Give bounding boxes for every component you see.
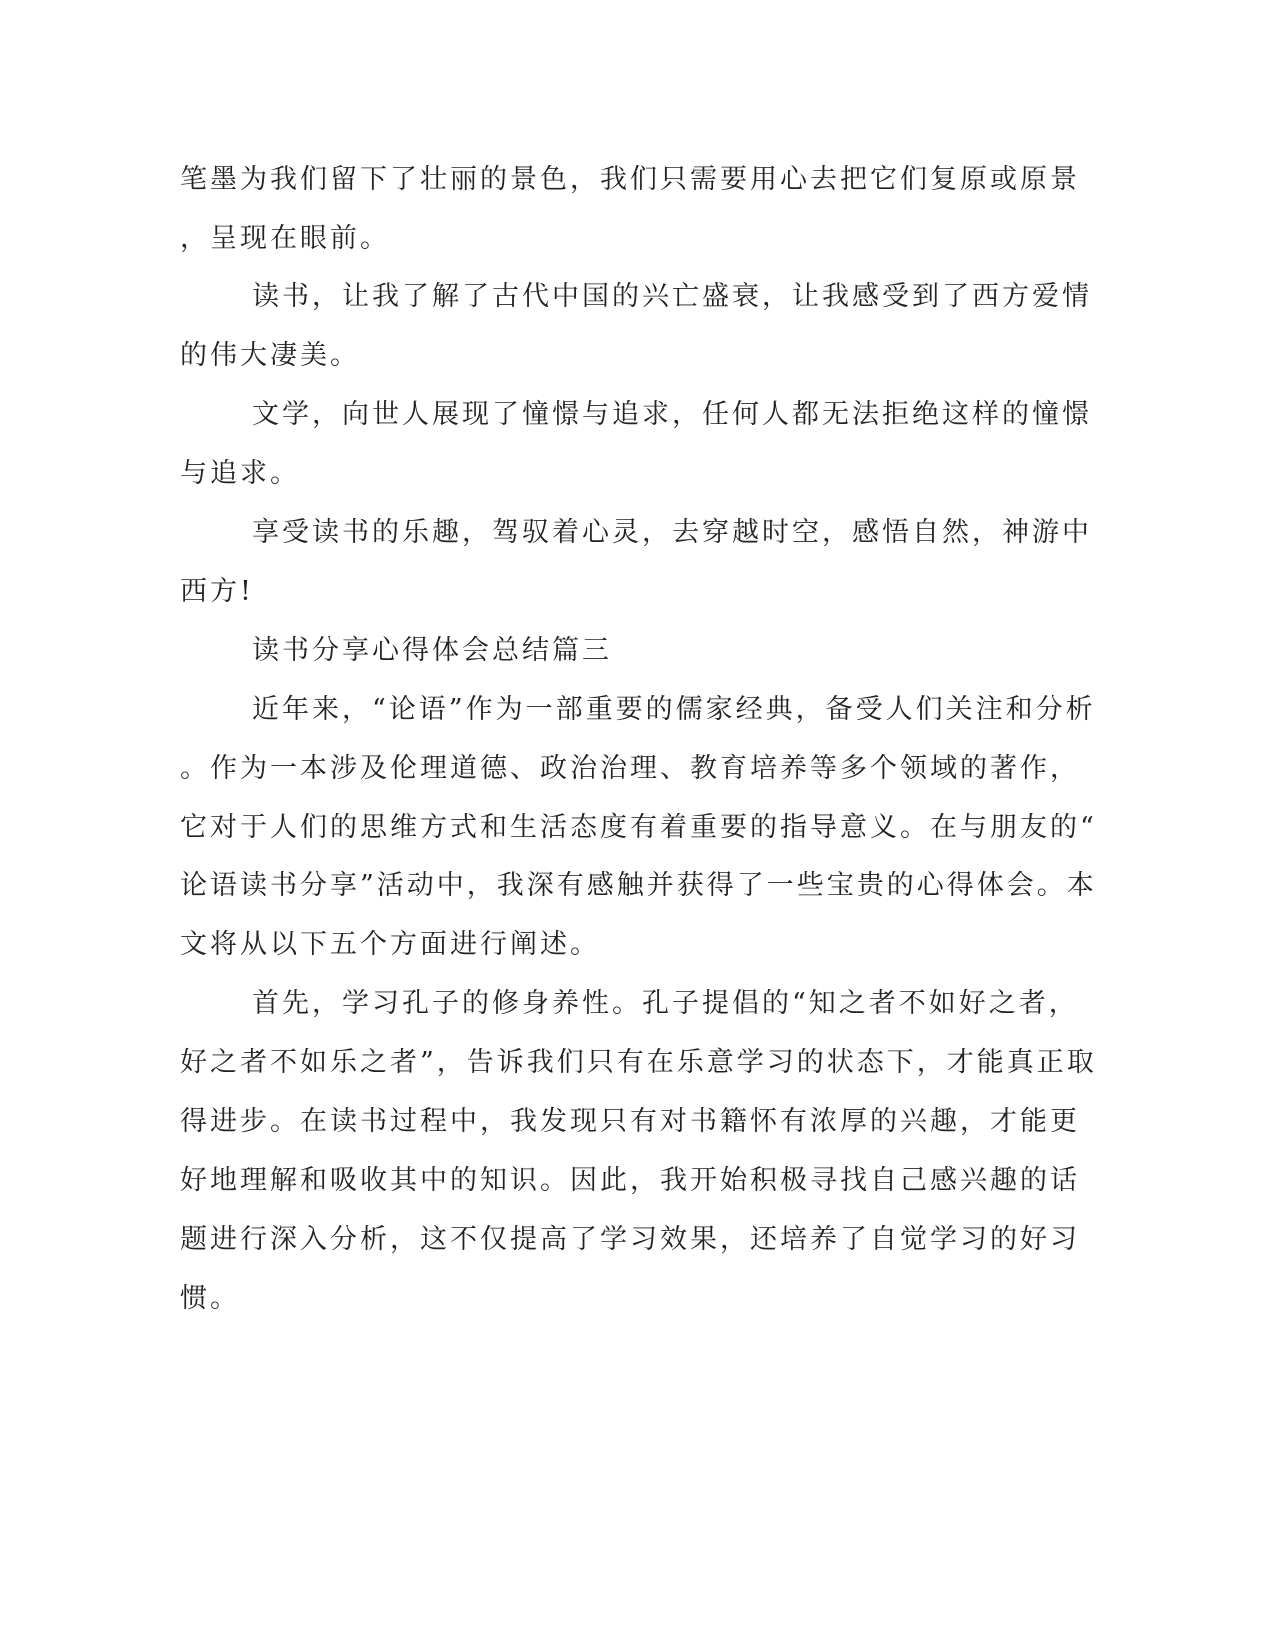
text-line: 近年来，“论语”作为一部重要的儒家经典，备受人们关注和分析 [252, 694, 1096, 725]
text-line: 。作为一本涉及伦理道德、政治治理、教育培养等多个领域的著作， [180, 753, 1080, 784]
text-line: 与追求。 [180, 458, 300, 489]
text-line: 惯。 [180, 1283, 240, 1314]
text-line: 好之者不如乐之者”，告诉我们只有在乐意学习的状态下，才能真正取 [180, 1047, 1097, 1078]
section-heading: 读书分享心得体会总结篇三 [252, 635, 612, 666]
text-line: 西方! [180, 576, 254, 607]
text-line: 读书，让我了解了古代中国的兴亡盛衰，让我感受到了西方爱情 [252, 281, 1092, 312]
text-line: 好地理解和吸收其中的知识。因此，我开始积极寻找自己感兴趣的话 [180, 1165, 1080, 1196]
text-line: 文将从以下五个方面进行阐述。 [180, 929, 600, 960]
text-line: 享受读书的乐趣，驾驭着心灵，去穿越时空，感悟自然，神游中 [252, 517, 1092, 548]
text-line: 文学，向世人展现了憧憬与追求，任何人都无法拒绝这样的憧憬 [252, 399, 1092, 430]
text-line: 它对于人们的思维方式和生活态度有着重要的指导意义。在与朋友的“ [180, 812, 1097, 843]
text-line: 论语读书分享”活动中，我深有感触并获得了一些宝贵的心得体会。本 [180, 870, 1097, 901]
text-line: 首先，学习孔子的修身养性。孔子提倡的“知之者不如好之者， [252, 988, 1079, 1019]
text-line: 笔墨为我们留下了壮丽的景色，我们只需要用心去把它们复原或原景 [180, 164, 1080, 195]
text-line: 的伟大凄美。 [180, 340, 360, 371]
text-line: ，呈现在眼前。 [180, 223, 390, 254]
text-line: 题进行深入分析，这不仅提高了学习效果，还培养了自觉学习的好习 [180, 1224, 1080, 1255]
text-line: 得进步。在读书过程中，我发现只有对书籍怀有浓厚的兴趣，才能更 [180, 1106, 1080, 1137]
